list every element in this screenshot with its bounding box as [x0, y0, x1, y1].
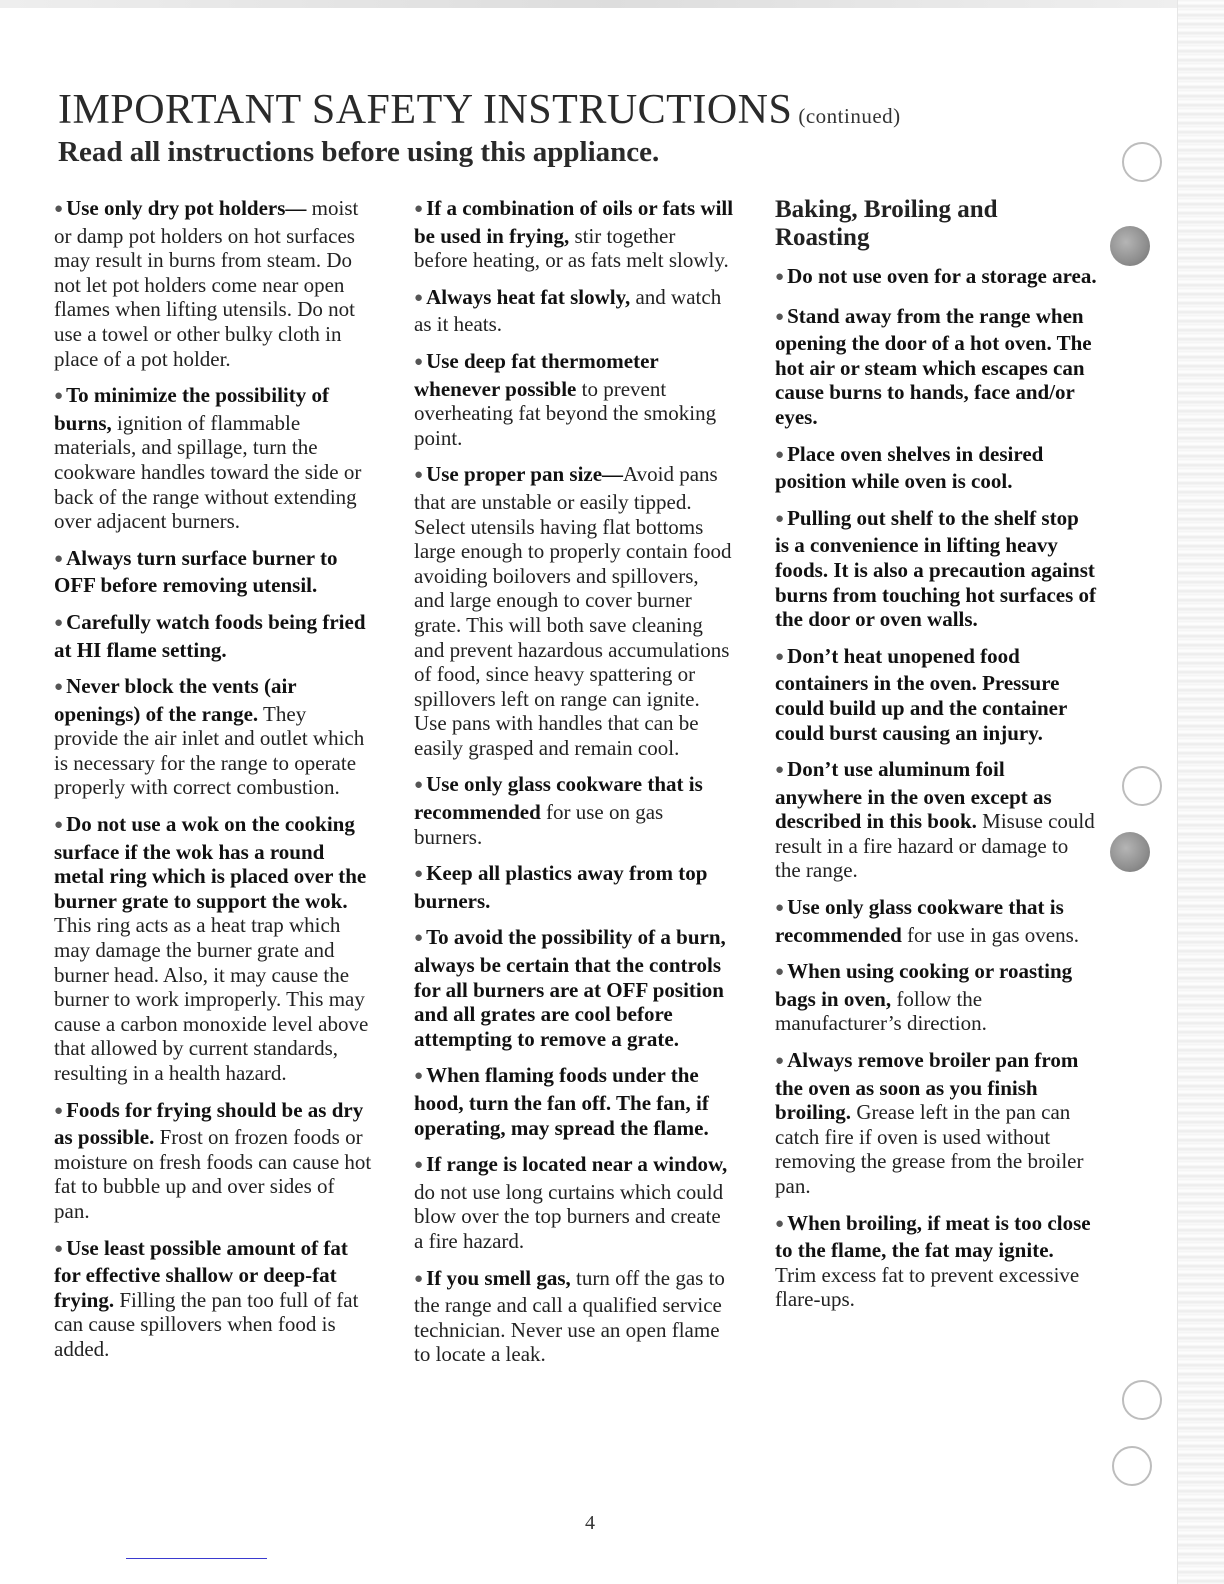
bullet-icon: ● [414, 930, 424, 947]
instruction-lead: Place oven shelves in desired position while oven is cool. [775, 441, 1044, 494]
instruction-item [775, 644, 1097, 745]
bullet-icon: ● [414, 777, 424, 794]
instruction-body: to prevent overheating fat beyond the smoking point. [414, 376, 717, 450]
instruction-item [414, 1152, 734, 1253]
instruction-item [775, 304, 1097, 430]
instruction-lead: Use deep fat thermometer whenever possible [414, 348, 659, 401]
instruction-lead: Never block the vents (air openings) of the range. [54, 674, 297, 726]
bullet-icon: ● [54, 1102, 64, 1119]
instruction-lead: Do not use a wok on the cooking surface if the wok has a round metal ring which is placed over the burner grate to support the wok. [54, 812, 367, 913]
page-title-text: IMPORTANT SAFETY INSTRUCTIONS [58, 87, 793, 133]
bullet-icon: ● [775, 648, 785, 665]
instruction-item [414, 1063, 734, 1140]
instruction-item [775, 959, 1097, 1036]
instruction-lead: Use only glass cookware that is recommended [414, 772, 703, 825]
instruction-item [414, 196, 734, 273]
instruction-body: for use on gas burners. [414, 800, 664, 849]
bullet-icon: ● [54, 550, 64, 567]
instruction-item [775, 757, 1097, 883]
instruction-item [414, 772, 734, 849]
instruction-body: Filling the pan too full of fat can cause spillovers when food is added. [54, 1287, 359, 1361]
instruction-body: Avoid pans that are unstable or easily tipped. Select utensils having flat bottoms large enough to properly contain food avoiding boilovers and spillovers, and large enough to cover burner grate. This will both save cleaning and prevent hazardous accumulations of food, since heavy spattering or spillovers left on range can ignite. Use pans with handles that can be easily grasped and remain cool. [414, 462, 732, 760]
instruction-lead: If you smell gas, [426, 1265, 571, 1290]
bullet-icon: ● [54, 679, 64, 696]
bullet-icon: ● [54, 388, 64, 405]
instruction-lead: Foods for frying should be as dry as possible. [54, 1097, 364, 1150]
instruction-body: This ring acts as a heat trap which may damage the burner grate and burner head. Also, it may cause the burner to work improperly. This may cause a carbon monoxide level above that allowed by current standards, resulting in a health hazard. [54, 913, 369, 1085]
bullet-icon: ● [775, 900, 785, 917]
bullet-icon: ● [775, 1053, 785, 1070]
bullet-icon: ● [775, 964, 785, 981]
bullet-icon: ● [54, 614, 64, 631]
instruction-lead: If a combination of oils or fats will be used in frying, [414, 196, 734, 248]
bullet-icon: ● [775, 762, 785, 779]
bullet-icon: ● [414, 467, 424, 484]
column-3 [775, 196, 1097, 1324]
instruction-item [775, 442, 1097, 494]
instruction-item [54, 674, 374, 800]
page-subtitle: Read all instructions before using this appliance. [58, 136, 660, 168]
instruction-body: ignition of flammable materials, and spillage, turn the cookware handles toward the side or back of the range without extending over adjacent burners. [54, 410, 362, 534]
instruction-lead: Do not use oven for a storage area. [787, 264, 1097, 288]
instruction-item [414, 925, 734, 1051]
instruction-lead: Always heat fat slowly, [426, 284, 631, 309]
instruction-body: Frost on frozen foods or moisture on fresh foods can cause hot fat to bubble up and over sides of pan. [54, 1125, 372, 1223]
instruction-body: They provide the air inlet and outlet which is necessary for the range to operate properly with correct combustion. [54, 701, 365, 800]
instruction-lead: Use only dry pot holders— [66, 196, 307, 220]
binder-edge [1177, 0, 1224, 1584]
instruction-lead: Use only glass cookware that is recommended [775, 895, 1064, 947]
instruction-item [414, 285, 734, 337]
instruction-lead: To avoid the possibility of a burn, always be certain that the controls for all burners are at OFF position and all grates are cool before attempting to remove a grate. [414, 925, 726, 1051]
page-number: 4 [585, 1512, 595, 1534]
column-1 [54, 196, 374, 1374]
scan-edge-top [0, 0, 1224, 8]
instruction-item [775, 506, 1097, 632]
instruction-item [775, 264, 1097, 292]
instruction-lead: Don’t use aluminum foil anywhere in the oven except as described in this book. [775, 757, 1052, 834]
instruction-lead: Always turn surface burner to OFF before removing utensil. [54, 545, 338, 598]
instruction-lead: To minimize the possibility of burns, [54, 383, 329, 435]
instruction-body: do not use long curtains which could blow over the top burners and create a fire hazard. [414, 1179, 724, 1253]
instruction-body: for use in gas ovens. [907, 922, 1080, 947]
instruction-lead: Always remove broiler pan from the oven as soon as you finish broiling. [775, 1048, 1079, 1125]
column-2 [414, 196, 734, 1379]
punch-hole-2 [1110, 832, 1150, 872]
instruction-lead: Keep all plastics away from top burners. [414, 861, 708, 913]
bullet-icon: ● [414, 353, 424, 370]
instruction-item [54, 812, 374, 1086]
bottom-rule [126, 1558, 267, 1559]
instruction-lead: Stand away from the range when opening the door of a hot oven. The hot air or steam which escapes can cause burns to hands, face and/or eyes. [775, 303, 1092, 429]
page-title [58, 86, 901, 134]
instruction-item [54, 383, 374, 534]
bullet-icon: ● [775, 1215, 785, 1232]
instruction-body: Grease left in the pan can catch fire if oven is used without removing the grease from the broiler pan. [775, 1100, 1084, 1198]
bullet-icon: ● [414, 1068, 424, 1085]
instruction-item [414, 349, 734, 450]
instruction-lead: When flaming foods under the hood, turn the fan off. The fan, if operating, may spread the flame. [414, 1063, 709, 1140]
instruction-item [54, 196, 374, 371]
bullet-icon: ● [775, 308, 785, 325]
instruction-item [54, 1236, 374, 1362]
page-title-suffix: (continued) [798, 104, 901, 128]
instruction-body: Misuse could result in a fire hazard or damage to the range. [775, 809, 1095, 883]
instruction-lead: Don’t heat unopened food containers in the oven. Pressure could build up and the container could burst causing an injury. [775, 643, 1067, 745]
instruction-body: turn off the gas to the range and call a qualified service technician. Never use an open flame to locate a leak. [414, 1265, 725, 1367]
bullet-icon: ● [775, 510, 785, 527]
instruction-item [414, 1266, 734, 1367]
punch-hole-1 [1110, 226, 1150, 266]
instruction-item [54, 610, 374, 662]
instruction-lead: Carefully watch foods being fried at HI flame setting. [54, 609, 366, 662]
instruction-item [414, 861, 734, 913]
punch-hole-bottom [1112, 1446, 1152, 1486]
instruction-body: moist or damp pot holders on hot surfaces may result in burns from steam. Do not let pot holders come near open flames when lifting utensils. Do not use a towel or other bulky cloth in place of a pot holder. [54, 196, 359, 371]
instruction-lead: When using cooking or roasting bags in oven, [775, 959, 1073, 1011]
instruction-body: stir together before heating, or as fats melt slowly. [414, 223, 729, 273]
instruction-lead: When broiling, if meat is too close to the flame, the fat may ignite. [775, 1210, 1091, 1263]
instruction-body: Trim excess fat to prevent excessive flare-ups. [775, 1262, 1080, 1312]
bullet-icon: ● [414, 1270, 424, 1287]
bullet-icon: ● [54, 1240, 64, 1257]
bullet-icon: ● [775, 269, 785, 285]
bullet-icon: ● [414, 866, 424, 883]
bullet-icon: ● [54, 817, 64, 834]
section-heading: Baking, Broiling and Roasting [775, 196, 998, 251]
instruction-item [54, 546, 374, 598]
instruction-item [775, 895, 1097, 947]
punch-hole-middle [1122, 766, 1162, 806]
instruction-item [54, 1098, 374, 1224]
bullet-icon: ● [775, 446, 785, 463]
instruction-lead: Pulling out shelf to the shelf stop is a convenience in lifting heavy foods. It is also a precaution against burns from touching hot surfaces of the door or oven walls. [775, 505, 1097, 632]
punch-hole-lower [1122, 1380, 1162, 1420]
punch-hole-top [1122, 142, 1162, 182]
instruction-item [775, 1048, 1097, 1199]
instruction-lead: If range is located near a window, [426, 1152, 728, 1177]
instruction-body: and watch as it heats. [414, 284, 722, 337]
bullet-icon: ● [414, 201, 424, 217]
bullet-icon: ● [414, 1157, 424, 1174]
instruction-lead: Use least possible amount of fat for effective shallow or deep-fat frying. [54, 1235, 348, 1312]
bullet-icon: ● [414, 289, 424, 306]
instruction-lead: Use proper pan size— [426, 462, 624, 487]
instruction-item [775, 1211, 1097, 1312]
instruction-item [414, 462, 734, 760]
bullet-icon: ● [54, 201, 64, 217]
instruction-body: follow the manufacturer’s direction. [775, 986, 987, 1036]
